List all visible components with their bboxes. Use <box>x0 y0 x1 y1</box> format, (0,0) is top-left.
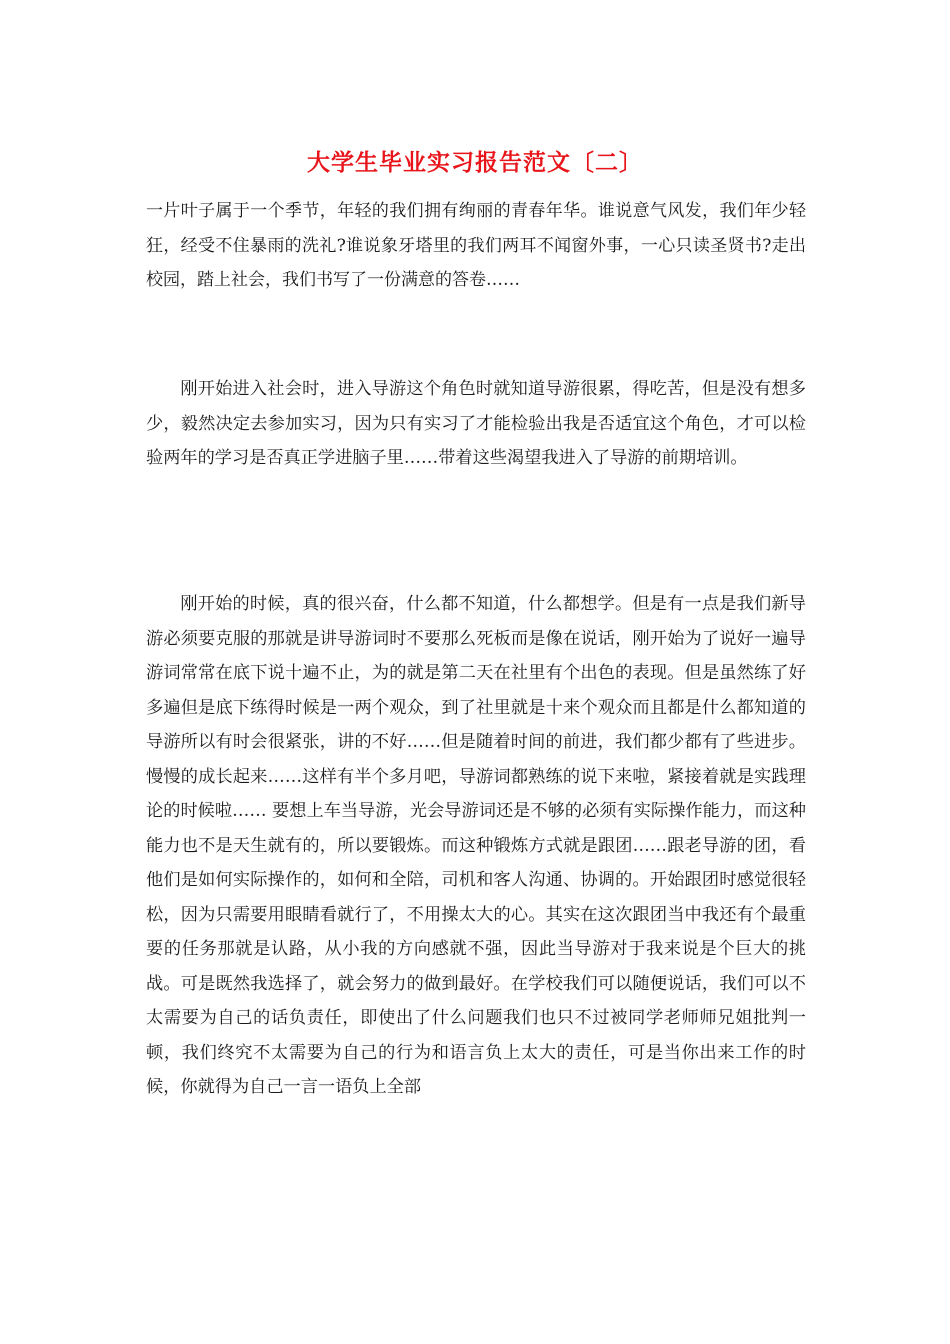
body-paragraph-1: 刚开始进入社会时，进入导游这个角色时就知道导游很累，得吃苦，但是没有想多少，毅然决定去参加实习，因为只有实习了才能检验出我是否适宜这个角色，才可以检验两年的学习是否真正学进脑子里……带着这些渴望我进入了导游的前期培训。 <box>146 379 806 468</box>
body-paragraph-2: 刚开始的时候，真的很兴奋，什么都不知道，什么都想学。但是有一点是我们新导游必须要克服的那就是讲导游词时不要那么死板而是像在说话，刚开始为了说好一遍导游词常常在底下说十遍不止，为的就是第二天在社里有个出色的表现。但是虽然练了好多遍但是底下练得时候是一两个观众，到了社里就是十来个观众而且都是什么都知道的导游所以有时会很紧张，讲的不好……但是随着时间的前进，我们都少都有了些进步。慢慢的成长起来……这样有半个多月吧，导游词都熟练的说下来啦，紧接着就是实践理论的时候啦…… 要想上车当导游，光会导游词还是不够的必须有实际操作能力，而这种能力也不是天生就有的，所以要锻炼。而这种锻炼方式就是跟团……跟老导游的团，看他们是如何实际操作的，如何和全陪，司机和客人沟通、协调的。开始跟团时感觉很轻松，因为只需要用眼睛看就行了，不用操太大的心。其实在这次跟团当中我还有个最重要的任务那就是认路，从小我的方向感就不强，因此当导游对于我来说是个巨大的挑战。可是既然我选择了，就会努力的做到最好。在学校我们可以随便说话，我们可以不太需要为自己的话负责任，即使出了什么问题我们也只不过被同学老师师兄姐批判一顿，我们终究不太需要为自己的行为和语言负上太大的责任，可是当你出来工作的时候，你就得为自己一言一语负上全部 <box>146 594 806 1097</box>
document-title: 大学生毕业实习报告范文〔二〕 <box>307 149 643 176</box>
intro-paragraph: 一片叶子属于一个季节，年轻的我们拥有绚丽的青春年华。谁说意气风发，我们年少轻狂，经受不住暴雨的洗礼?谁说象牙塔里的我们两耳不闻窗外事，一心只读圣贤书?走出校园，踏上社会，我们书写了一份满意的答卷…… <box>146 201 806 290</box>
